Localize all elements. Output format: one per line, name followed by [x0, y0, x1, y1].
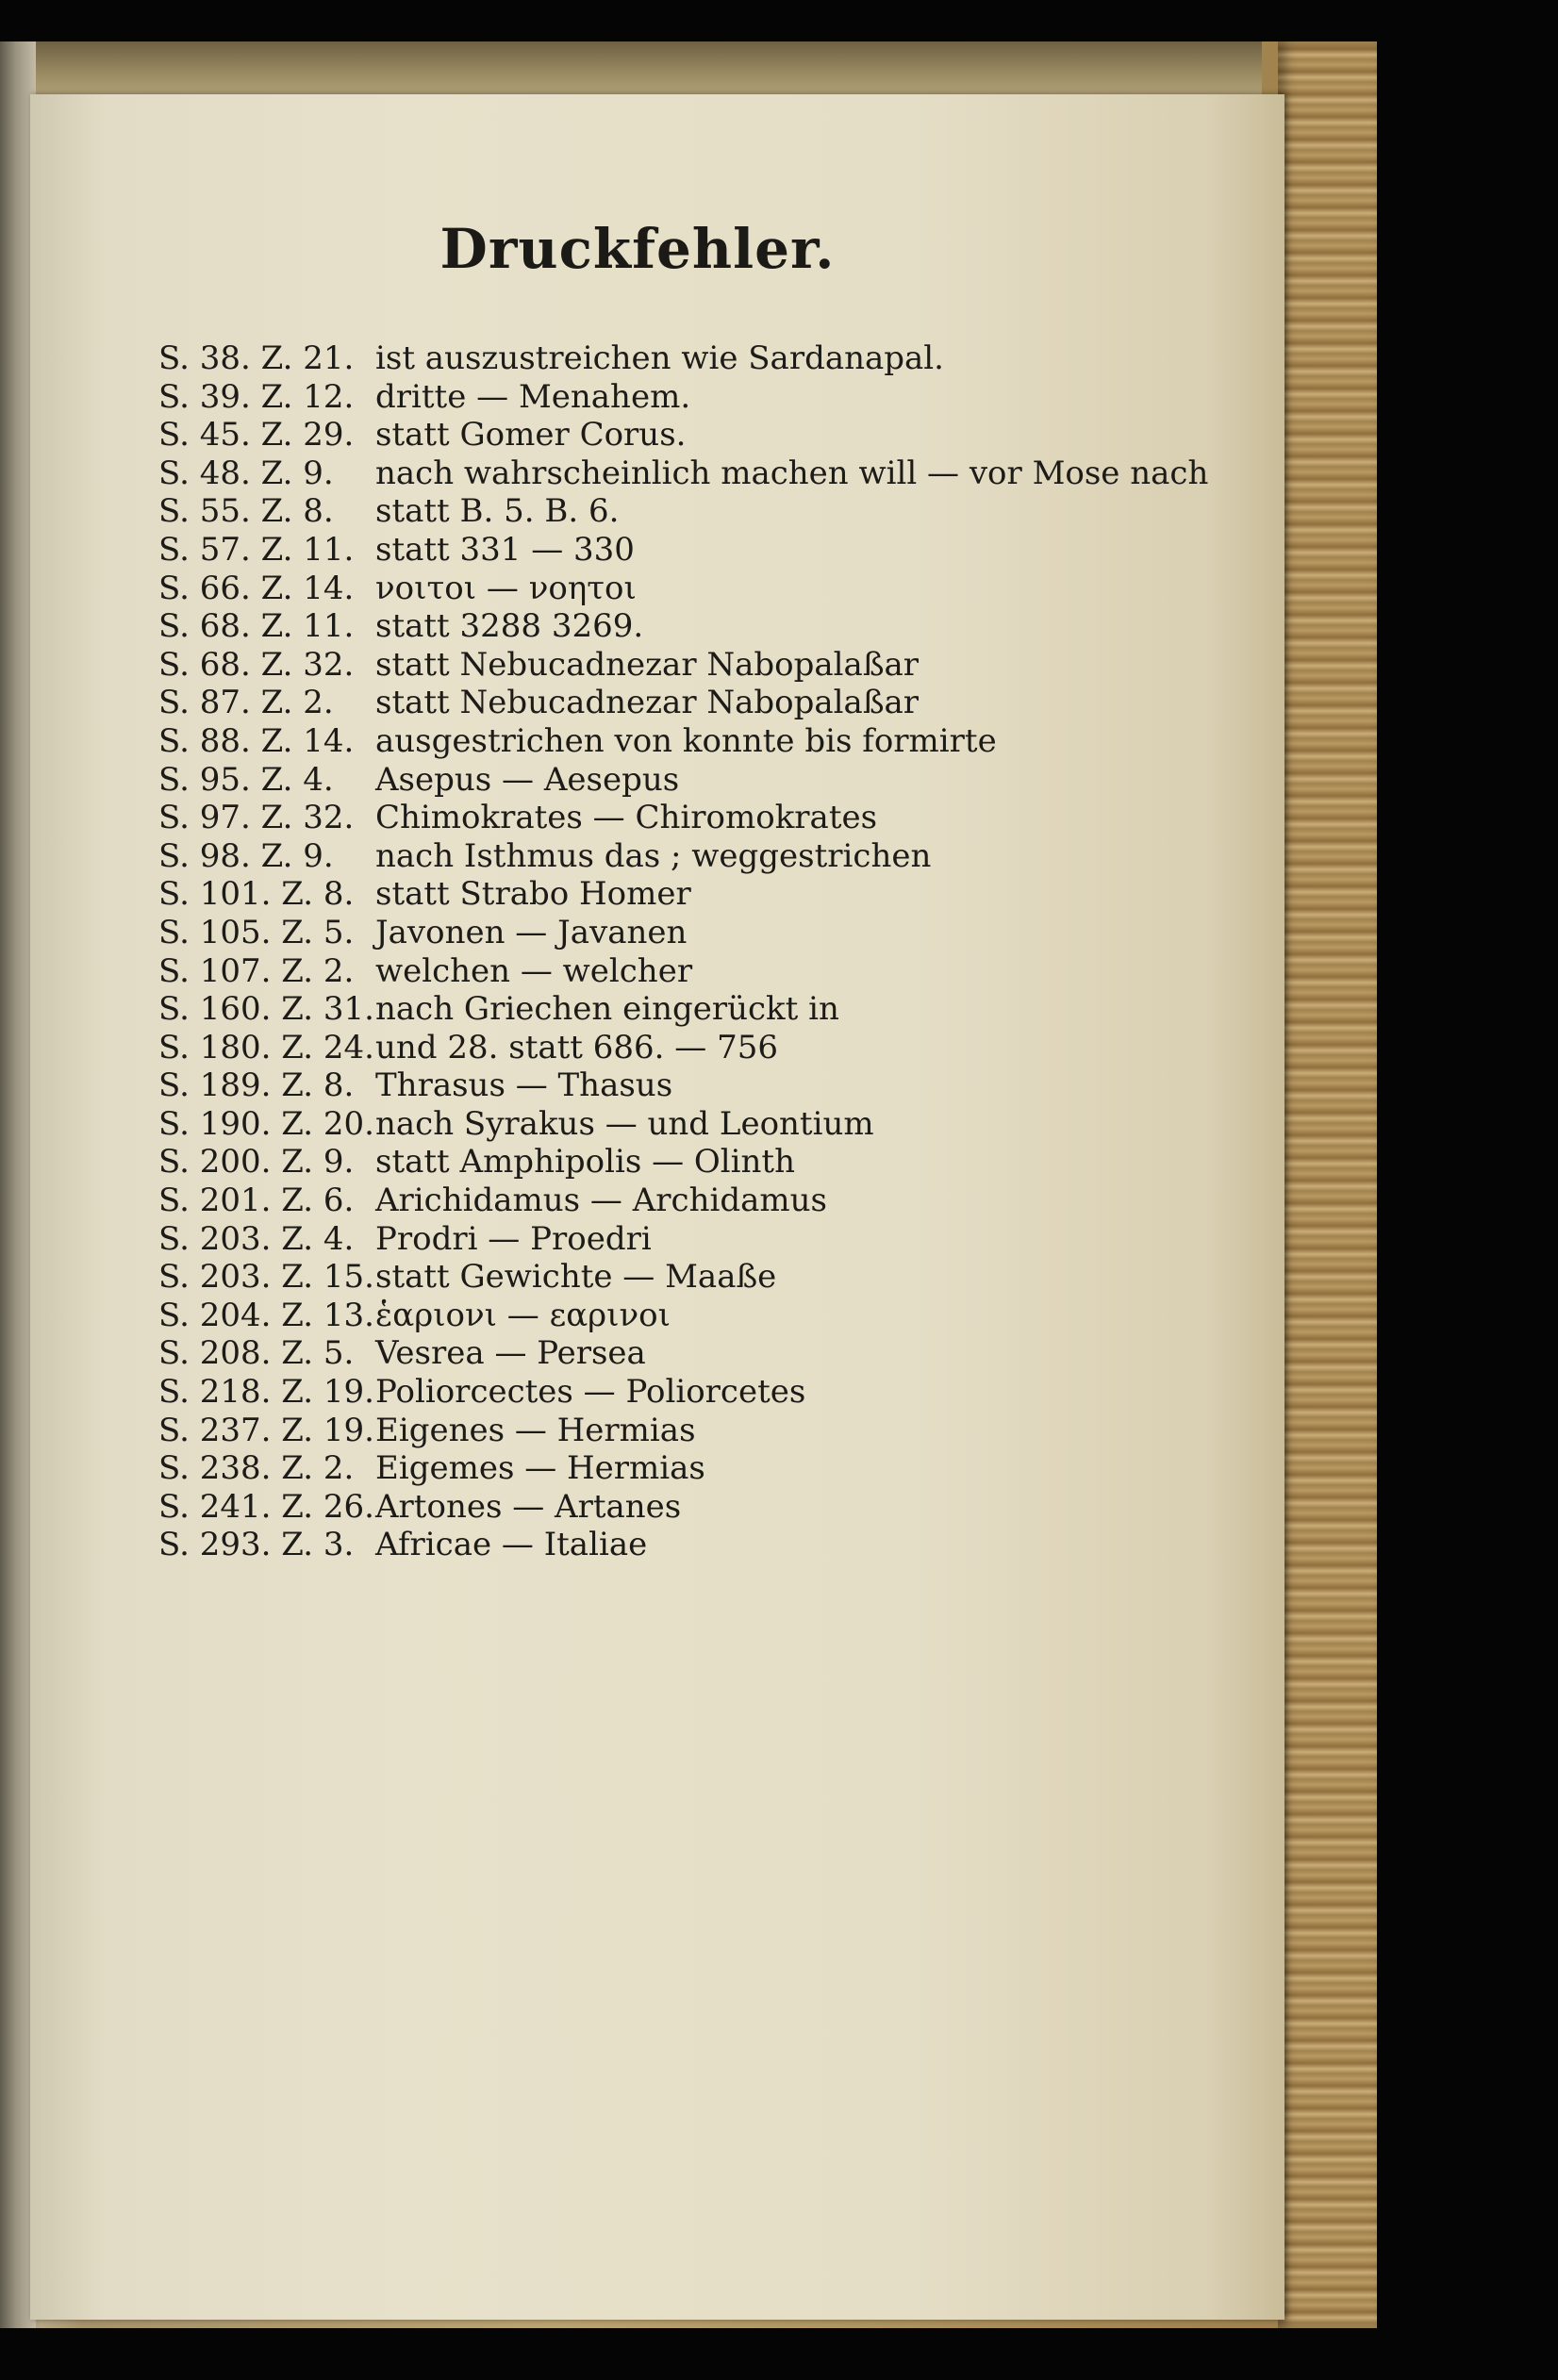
errata-reference: S. 45. Z. 29.: [158, 416, 355, 455]
errata-reference: S. 201. Z. 6.: [158, 1182, 355, 1220]
errata-correction: nach Griechen eingerückt in: [375, 990, 839, 1029]
errata-entry: [158, 1297, 1243, 1335]
errata-correction: Prodri — Proedri: [375, 1219, 652, 1258]
errata-entry: [158, 761, 1243, 800]
errata-reference: S. 88. Z. 14.: [158, 721, 355, 760]
errata-entry: [158, 1182, 1243, 1220]
errata-reference: S. 107. Z. 2.: [158, 951, 355, 990]
errata-entry: [158, 1105, 1243, 1144]
errata-entry: [158, 378, 1243, 417]
errata-entry: [158, 416, 1243, 455]
errata-correction: statt Strabo Homer: [375, 875, 691, 914]
errata-correction: Chimokrates — Chiromokrates: [375, 799, 878, 837]
errata-correction: Artones — Artanes: [375, 1487, 682, 1526]
errata-entry: [158, 875, 1243, 914]
errata-reference: S. 97. Z. 32.: [158, 799, 355, 837]
errata-correction: statt Nebucadnezar Nabopalaßar: [375, 645, 920, 684]
errata-entry: [158, 1029, 1243, 1067]
errata-correction: Eigenes — Hermias: [375, 1411, 696, 1449]
errata-reference: S. 238. Z. 2.: [158, 1449, 355, 1488]
errata-correction: und 28. statt 686. — 756: [375, 1028, 778, 1066]
errata-reference: S. 55. Z. 8.: [158, 492, 334, 531]
errata-entry: [158, 1488, 1243, 1527]
errata-reference: S. 68. Z. 32.: [158, 645, 355, 684]
errata-entry: [158, 1449, 1243, 1488]
errata-reference: S. 95. Z. 4.: [158, 760, 334, 799]
errata-entry: [158, 492, 1243, 531]
errata-reference: S. 204. Z. 13.: [158, 1296, 374, 1334]
errata-correction: nach Isthmus das ; weggestrichen: [375, 836, 932, 875]
errata-reference: S. 68. Z. 11.: [158, 607, 355, 646]
errata-reference: S. 218. Z. 19.: [158, 1373, 374, 1412]
errata-correction: ist auszustreichen wie Sardanapal.: [375, 339, 944, 377]
errata-reference: S. 203. Z. 4.: [158, 1219, 355, 1258]
errata-entry: [158, 1412, 1243, 1450]
errata-entry: [158, 646, 1243, 685]
errata-entry: [158, 1258, 1243, 1297]
errata-reference: S. 200. Z. 9.: [158, 1143, 355, 1182]
errata-entry: [158, 1066, 1243, 1105]
errata-correction: Thrasus — Thasus: [375, 1066, 673, 1105]
errata-reference: S. 101. Z. 8.: [158, 875, 355, 914]
errata-reference: S. 66. Z. 14.: [158, 569, 355, 607]
errata-correction: statt 3288 3269.: [375, 607, 644, 646]
errata-correction: Vesrea — Persea: [375, 1334, 646, 1373]
errata-correction: Africae — Italiae: [375, 1526, 648, 1564]
errata-entry: [158, 1334, 1243, 1373]
errata-reference: S. 189. Z. 8.: [158, 1066, 355, 1105]
errata-correction: Arichidamus — Archidamus: [375, 1182, 827, 1220]
errata-entry: [158, 837, 1243, 876]
errata-entry: [158, 455, 1243, 493]
errata-entry: [158, 1143, 1243, 1182]
errata-reference: S. 241. Z. 26.: [158, 1487, 374, 1526]
errata-entry: [158, 570, 1243, 608]
errata-correction: statt 331 — 330: [375, 530, 635, 569]
errata-correction: νοιτοι — νοητοι: [375, 569, 637, 607]
errata-reference: S. 87. Z. 2.: [158, 684, 334, 722]
errata-correction: Poliorcectes — Poliorcetes: [375, 1373, 806, 1412]
errata-entry: [158, 914, 1243, 952]
errata-correction: dritte — Menahem.: [375, 377, 691, 416]
errata-reference: S. 180. Z. 24.: [158, 1028, 374, 1066]
errata-entry: [158, 607, 1243, 646]
errata-reference: S. 48. Z. 9.: [158, 454, 334, 492]
page-top-edge: [36, 41, 1262, 100]
errata-correction: nach wahrscheinlich machen will — vor Mose nach: [375, 454, 1209, 492]
errata-reference: S. 98. Z. 9.: [158, 836, 334, 875]
errata-correction: statt Amphipolis — Olinth: [375, 1143, 795, 1182]
errata-reference: S. 208. Z. 5.: [158, 1334, 355, 1373]
errata-entry: [158, 339, 1243, 378]
errata-correction: statt Gewichte — Maaße: [375, 1258, 777, 1297]
errata-reference: S. 39. Z. 12.: [158, 377, 355, 416]
errata-reference: S. 160. Z. 31.: [158, 990, 374, 1029]
errata-entry: [158, 1526, 1243, 1564]
errata-reference: S. 57. Z. 11.: [158, 530, 355, 569]
errata-correction: ausgestrichen von konnte bis formirte: [375, 721, 997, 760]
errata-entry: [158, 684, 1243, 722]
book-cover-edge: [1278, 41, 1377, 2328]
errata-correction: Asepus — Aesepus: [375, 760, 680, 799]
errata-entry: [158, 1373, 1243, 1412]
errata-entry: [158, 990, 1243, 1029]
errata-correction: statt B. 5. B. 6.: [375, 492, 620, 531]
errata-entry: [158, 531, 1243, 570]
errata-reference: S. 203. Z. 15.: [158, 1258, 374, 1297]
errata-reference: S. 293. Z. 3.: [158, 1526, 355, 1564]
errata-reference: S. 38. Z. 21.: [158, 339, 355, 377]
errata-list: [158, 339, 1243, 1564]
errata-correction: statt Nebucadnezar Nabopalaßar: [375, 684, 920, 722]
errata-reference: S. 237. Z. 19.: [158, 1411, 374, 1449]
errata-correction: Eigemes — Hermias: [375, 1449, 705, 1488]
errata-correction: ἑαριονι — εαρινοι: [375, 1296, 671, 1334]
errata-entry: [158, 799, 1243, 837]
errata-reference: S. 105. Z. 5.: [158, 913, 355, 951]
errata-correction: welchen — welcher: [375, 951, 693, 990]
errata-entry: [158, 1220, 1243, 1259]
errata-entry: [158, 952, 1243, 991]
errata-reference: S. 190. Z. 20.: [158, 1104, 374, 1143]
errata-entry: [158, 722, 1243, 761]
errata-correction: Javonen — Javanen: [375, 913, 688, 951]
page-title: Druckfehler.: [439, 217, 836, 281]
errata-correction: nach Syrakus — und Leontium: [375, 1104, 874, 1143]
errata-correction: statt Gomer Corus.: [375, 416, 687, 455]
